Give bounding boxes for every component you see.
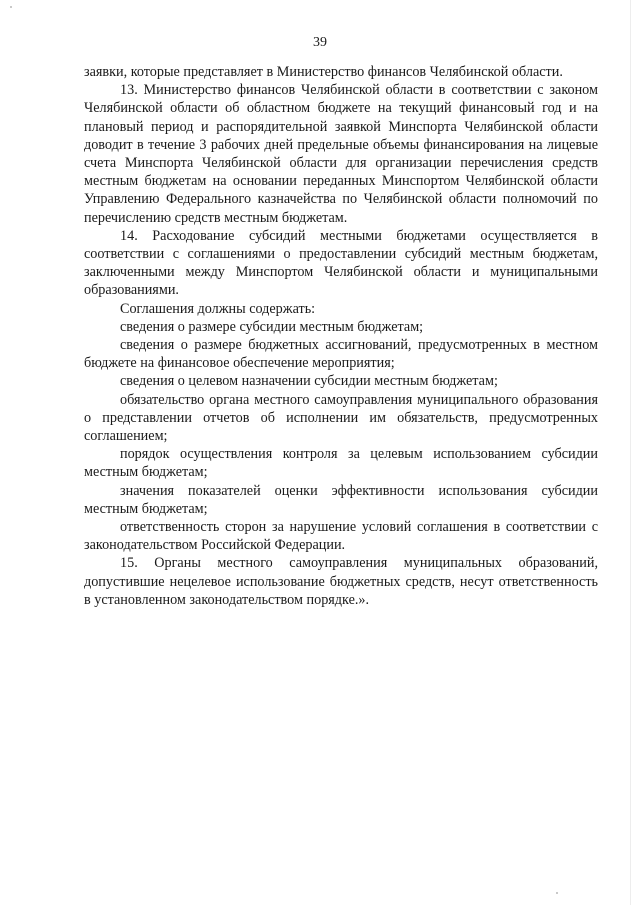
agreement-item-responsibility: ответственность сторон за нарушение условий соглашения в соответствии с законодательством Российской Федерации. xyxy=(84,519,598,554)
agreement-item-reporting-obligation: обязательство органа местного самоуправления муниципального образования о представлении отчетов об исполнении им обязательств, предусмотренных соглашением; xyxy=(84,391,598,445)
agreement-item-efficiency-indicators: значения показателей оценки эффективности использования субсидии местным бюджетам; xyxy=(84,482,598,517)
scan-mark-right-edge xyxy=(630,0,631,905)
agreement-item-control-procedure: порядок осуществления контроля за целевым использованием субсидии местным бюджетам; xyxy=(84,446,598,481)
paragraph-14: 14. Расходование субсидий местными бюджетами осуществляется в соответствии с соглашениями о предоставлении субсидий местным бюджетам, заключенными между Минспортом Челябинской области и муниципальными образованиями. xyxy=(84,227,598,299)
paragraph-15: 15. Органы местного самоуправления муниципальных образований, допустившие нецелевое использование бюджетных средств, несут ответственность в установленном законодательством порядке.». xyxy=(84,555,598,608)
agreement-contents-intro: Соглашения должны содержать: xyxy=(120,300,316,317)
agreement-item-purpose: сведения о целевом назначении субсидии местным бюджетам; xyxy=(120,373,498,390)
paragraph-continuation: заявки, которые представляет в Министерство финансов Челябинской области. xyxy=(84,64,563,80)
scan-mark-top-left xyxy=(10,6,12,8)
page-number: 39 xyxy=(313,35,327,50)
agreement-item-subsidy-size: сведения о размере субсидии местным бюджетам; xyxy=(120,318,424,335)
agreement-item-budget-allocations: сведения о размере бюджетных ассигнований, предусмотренных в местном бюджете на финансовое обеспечение мероприятия; xyxy=(84,337,598,372)
document-body xyxy=(84,63,598,609)
scan-mark-bottom-right xyxy=(556,892,558,894)
paragraph-13: 13. Министерство финансов Челябинской области в соответствии с законом Челябинской области об областном бюджете на текущий финансовый год и на плановый период и распорядительной заявкой Минспорта Челябинской области доводит в течение 3 рабочих дней предельные объемы финансирования на лицевые счета Минспорта Челябинской области для организации перечисления средств местным бюджетам на основании переданных Минспортом Челябинской области Управлению Федерального казначейства по Челябинской области полномочий по перечислению средств местным бюджетам. xyxy=(84,82,598,226)
